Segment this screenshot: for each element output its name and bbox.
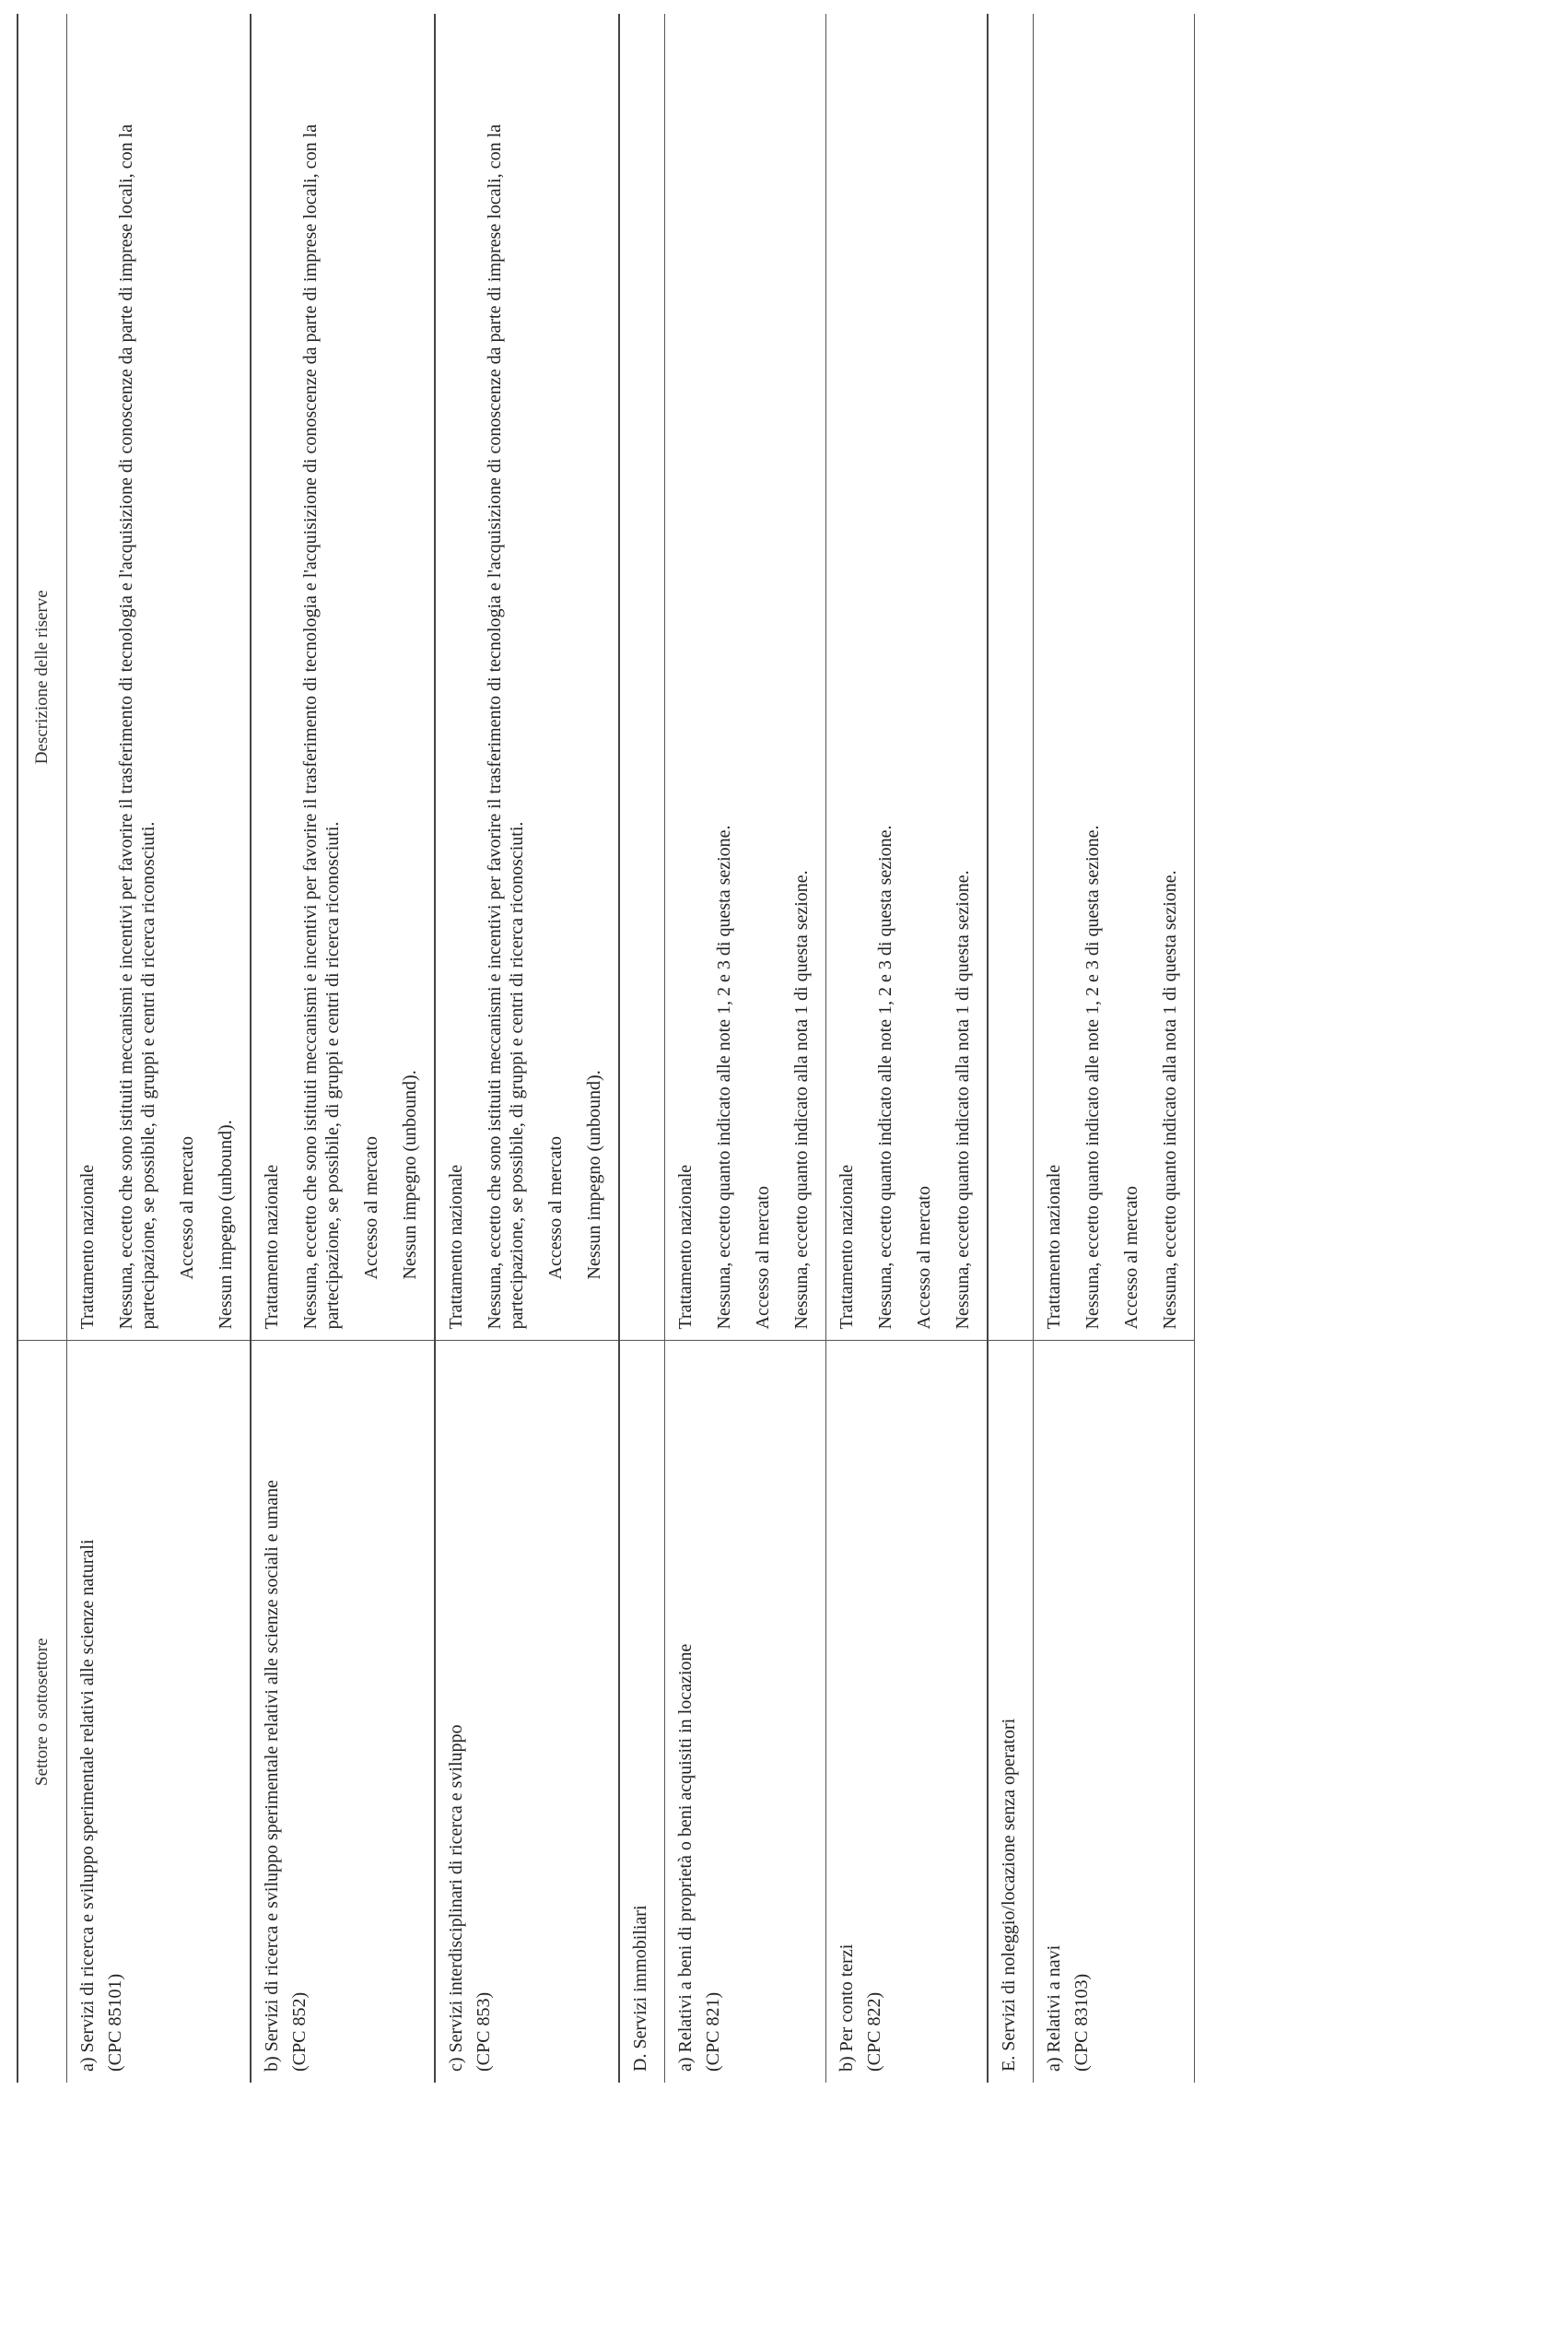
national-treatment-text: Nessuna, eccetto che sono istituiti meccanismi e incentivi per favorire il trasferimento di tecnologia e l'acquisizione di conoscenze da parte di imprese locali, con la partecipazione, se possibile, di gruppi e centri di ricerca riconosciuti. bbox=[300, 123, 343, 1330]
table-row bbox=[67, 14, 252, 2083]
national-treatment-title: Trattamento nazionale bbox=[77, 1164, 98, 1330]
table-row bbox=[826, 14, 989, 2083]
section-heading: D. Servizi immobiliari bbox=[619, 1341, 665, 2083]
market-access-title: Accesso al mercato bbox=[177, 1136, 197, 1280]
market-access-text: Nessun impegno (unbound). bbox=[584, 1070, 604, 1280]
cpc-code: (CPC 821) bbox=[703, 1991, 723, 2072]
national-treatment-title: Trattamento nazionale bbox=[262, 1164, 282, 1330]
table-row bbox=[251, 14, 435, 2083]
national-treatment-title: Trattamento nazionale bbox=[446, 1164, 466, 1330]
section-heading: E. Servizi di noleggio/locazione senza operatori bbox=[988, 1341, 1034, 2083]
sector-cell bbox=[435, 1341, 619, 2083]
table-row bbox=[665, 14, 826, 2083]
table-row bbox=[435, 14, 619, 2083]
header-description: Descrizione delle riserve bbox=[18, 14, 67, 1341]
cpc-code: (CPC 852) bbox=[289, 1991, 310, 2072]
table-row bbox=[1034, 14, 1195, 2083]
sector-cell bbox=[665, 1341, 826, 2083]
sector-title: b) Per conto terzi bbox=[837, 1943, 857, 2072]
reservations-document bbox=[17, 14, 1306, 2083]
cpc-code: (CPC 85101) bbox=[105, 1973, 125, 2072]
section-row bbox=[988, 14, 1034, 2083]
sector-title: a) Relativi a beni di proprietà o beni acquisiti in locazione bbox=[675, 1643, 696, 2072]
national-treatment-text: Nessuna, eccetto che sono istituiti meccanismi e incentivi per favorire il trasferimento di tecnologia e l'acquisizione di conoscenze da parte di imprese locali, con la partecipazione, se possibile, di gruppi e centri di ricerca riconosciuti. bbox=[116, 123, 158, 1330]
national-treatment-title: Trattamento nazionale bbox=[837, 1164, 857, 1330]
description-cell bbox=[826, 14, 989, 1341]
market-access-title: Accesso al mercato bbox=[753, 1186, 773, 1330]
description-cell bbox=[251, 14, 435, 1341]
national-treatment-title: Trattamento nazionale bbox=[675, 1164, 696, 1330]
description-cell bbox=[67, 14, 252, 1341]
market-access-text: Nessuna, eccetto quanto indicato alla nota 1 di questa sezione. bbox=[791, 870, 812, 1330]
market-access-text: Nessun impegno (unbound). bbox=[400, 1070, 420, 1280]
national-treatment-text: Nessuna, eccetto quanto indicato alle note 1, 2 e 3 di questa sezione. bbox=[1082, 825, 1103, 1330]
header-sector: Settore o sottosettore bbox=[18, 1341, 67, 2083]
market-access-title: Accesso al mercato bbox=[914, 1186, 934, 1330]
section-empty-cell bbox=[619, 14, 665, 1341]
sector-cell bbox=[251, 1341, 435, 2083]
national-treatment-text: Nessuna, eccetto che sono istituiti meccanismi e incentivi per favorire il trasferimento di tecnologia e l'acquisizione di conoscenze da parte di imprese locali, con la partecipazione, se possibile, di gruppi e centri di ricerca riconosciuti. bbox=[485, 123, 527, 1330]
sector-title: c) Servizi interdisciplinari di ricerca e sviluppo bbox=[446, 1724, 466, 2072]
market-access-title: Accesso al mercato bbox=[545, 1136, 566, 1280]
table-header-row bbox=[18, 14, 67, 2083]
market-access-text: Nessuna, eccetto quanto indicato alla nota 1 di questa sezione. bbox=[1160, 870, 1180, 1330]
market-access-text: Nessuna, eccetto quanto indicato alla nota 1 di questa sezione. bbox=[953, 870, 973, 1330]
national-treatment-text: Nessuna, eccetto quanto indicato alle note 1, 2 e 3 di questa sezione. bbox=[714, 825, 734, 1330]
sector-cell bbox=[67, 1341, 252, 2083]
section-row bbox=[619, 14, 665, 2083]
national-treatment-text: Nessuna, eccetto quanto indicato alle note 1, 2 e 3 di questa sezione. bbox=[875, 825, 895, 1330]
sector-title: a) Relativi a navi bbox=[1044, 1944, 1064, 2072]
sector-title: b) Servizi di ricerca e sviluppo sperimentale relativi alle scienze sociali e umane bbox=[262, 1480, 282, 2072]
reservations-table bbox=[17, 14, 1195, 2083]
market-access-title: Accesso al mercato bbox=[1121, 1186, 1141, 1330]
sector-title: a) Servizi di ricerca e sviluppo sperimentale relativi alle scienze naturali bbox=[77, 1539, 98, 2072]
sector-cell bbox=[1034, 1341, 1195, 2083]
national-treatment-title: Trattamento nazionale bbox=[1044, 1164, 1064, 1330]
section-empty-cell bbox=[988, 14, 1034, 1341]
market-access-text: Nessun impegno (unbound). bbox=[216, 1120, 236, 1330]
description-cell bbox=[1034, 14, 1195, 1341]
market-access-title: Accesso al mercato bbox=[361, 1136, 381, 1280]
sector-cell bbox=[826, 1341, 989, 2083]
cpc-code: (CPC 853) bbox=[474, 1991, 494, 2072]
cpc-code: (CPC 83103) bbox=[1071, 1973, 1092, 2072]
cpc-code: (CPC 822) bbox=[864, 1991, 884, 2072]
description-cell bbox=[435, 14, 619, 1341]
description-cell bbox=[665, 14, 826, 1341]
